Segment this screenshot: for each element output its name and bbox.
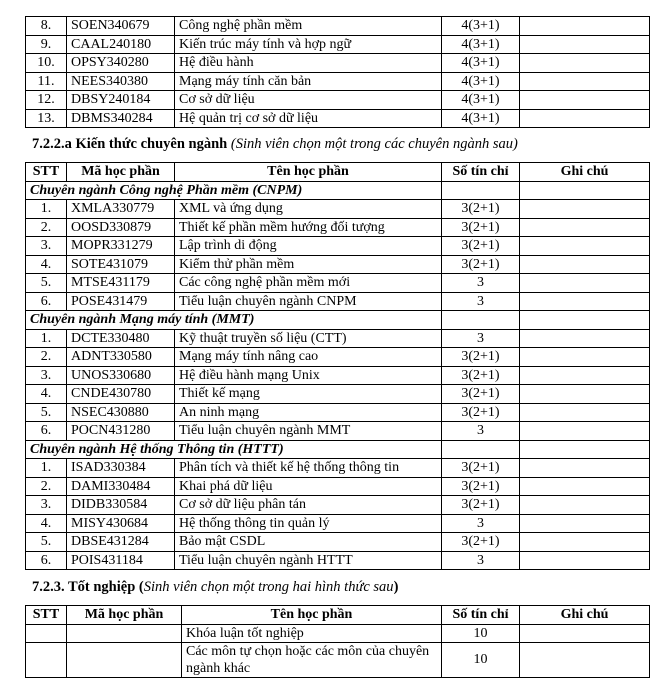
course-stt: 5. <box>26 533 67 552</box>
course-stt: 2. <box>26 218 67 237</box>
course-note <box>520 403 650 422</box>
table-row <box>26 218 650 237</box>
course-code: SOEN340679 <box>67 17 175 36</box>
table-row <box>26 329 650 348</box>
course-name: An ninh mạng <box>175 403 442 422</box>
course-stt <box>26 624 67 643</box>
course-credits: 4(3+1) <box>442 17 520 36</box>
course-note <box>520 54 650 73</box>
group-note <box>520 311 650 330</box>
course-stt: 5. <box>26 274 67 293</box>
course-stt: 9. <box>26 35 67 54</box>
course-stt: 3. <box>26 366 67 385</box>
course-note <box>520 218 650 237</box>
header-stt: STT <box>26 606 67 625</box>
header-code: Mã học phần <box>67 606 182 625</box>
table-row <box>26 72 650 91</box>
course-name: Thiết kế mạng <box>175 385 442 404</box>
course-stt: 3. <box>26 496 67 515</box>
table-row <box>26 422 650 441</box>
table-row <box>26 366 650 385</box>
course-code: DBSY240184 <box>67 91 175 110</box>
course-name: Cơ sở dữ liệu <box>175 91 442 110</box>
table-row <box>26 91 650 110</box>
course-note <box>520 551 650 570</box>
course-stt: 4. <box>26 255 67 274</box>
core-courses-body <box>26 17 650 128</box>
course-code: SOTE431079 <box>67 255 175 274</box>
course-name: Lập trình di động <box>175 237 442 256</box>
table-row <box>26 109 650 128</box>
table-row <box>26 496 650 515</box>
course-stt: 2. <box>26 477 67 496</box>
course-name: XML và ứng dụng <box>175 200 442 219</box>
graduation-body <box>26 624 650 678</box>
course-name: Bảo mật CSDL <box>175 533 442 552</box>
course-code: OPSY340280 <box>67 54 175 73</box>
course-code <box>67 624 182 643</box>
course-name: Mạng máy tính căn bản <box>175 72 442 91</box>
course-code: MTSE431179 <box>67 274 175 293</box>
section-heading-7-2-2-a <box>32 136 518 153</box>
section-title-end: ) <box>393 579 399 595</box>
course-credits: 3(2+1) <box>442 385 520 404</box>
table-row <box>26 292 650 311</box>
course-code: POSE431479 <box>67 292 175 311</box>
course-credits: 4(3+1) <box>442 54 520 73</box>
table-row <box>26 477 650 496</box>
course-credits: 3 <box>442 514 520 533</box>
group-row <box>26 311 650 330</box>
section-heading-7-2-3 <box>32 579 398 596</box>
table-row <box>26 624 650 643</box>
table-row <box>26 237 650 256</box>
course-name: Công nghệ phần mềm <box>175 17 442 36</box>
course-credits: 3(2+1) <box>442 218 520 237</box>
course-code: DBSE431284 <box>67 533 175 552</box>
course-credits: 3(2+1) <box>442 477 520 496</box>
course-credits: 3(2+1) <box>442 533 520 552</box>
course-note <box>520 329 650 348</box>
course-stt: 1. <box>26 200 67 219</box>
header-stt: STT <box>26 163 67 182</box>
table-row <box>26 274 650 293</box>
course-credits: 3(2+1) <box>442 348 520 367</box>
course-note <box>520 366 650 385</box>
course-name: Phân tích và thiết kế hệ thống thông tin <box>175 459 442 478</box>
table-row <box>26 643 650 678</box>
specialization-body <box>26 181 650 570</box>
header-name: Tên học phần <box>182 606 442 625</box>
course-credits: 3 <box>442 292 520 311</box>
course-credits: 10 <box>442 624 520 643</box>
course-code: POCN431280 <box>67 422 175 441</box>
specialization-table <box>25 162 650 570</box>
course-note <box>520 17 650 36</box>
course-credits: 3(2+1) <box>442 237 520 256</box>
course-stt: 13. <box>26 109 67 128</box>
course-code: ADNT330580 <box>67 348 175 367</box>
course-stt: 6. <box>26 422 67 441</box>
course-code: CNDE430780 <box>67 385 175 404</box>
course-code: XMLA330779 <box>67 200 175 219</box>
header-credits: Số tín chỉ <box>442 163 520 182</box>
group-credits <box>442 440 520 459</box>
course-note <box>520 255 650 274</box>
course-name: Tiểu luận chuyên ngành CNPM <box>175 292 442 311</box>
course-credits: 3 <box>442 329 520 348</box>
course-credits: 3 <box>442 274 520 293</box>
graduation-table <box>25 605 650 678</box>
table-row <box>26 459 650 478</box>
table-row <box>26 551 650 570</box>
course-code: OOSD330879 <box>67 218 175 237</box>
course-stt: 4. <box>26 385 67 404</box>
course-credits: 3(2+1) <box>442 255 520 274</box>
group-title: Chuyên ngành Công nghệ Phần mềm (CNPM) <box>26 181 442 200</box>
course-stt: 1. <box>26 329 67 348</box>
course-note <box>520 35 650 54</box>
course-name: Hệ quản trị cơ sở dữ liệu <box>175 109 442 128</box>
table-row <box>26 255 650 274</box>
course-code: NSEC430880 <box>67 403 175 422</box>
course-note <box>520 91 650 110</box>
course-name: Các môn tự chọn hoặc các môn của chuyên ngành khác <box>182 643 442 678</box>
course-stt: 2. <box>26 348 67 367</box>
course-name: Khóa luận tốt nghiệp <box>182 624 442 643</box>
course-note <box>520 624 650 643</box>
course-stt: 3. <box>26 237 67 256</box>
course-note <box>520 292 650 311</box>
course-name: Thiết kế phần mềm hướng đối tượng <box>175 218 442 237</box>
core-courses-table <box>25 16 650 128</box>
group-credits <box>442 181 520 200</box>
course-stt: 1. <box>26 459 67 478</box>
section-subtitle: Sinh viên chọn một trong hai hình thức sau <box>143 579 394 595</box>
course-stt: 8. <box>26 17 67 36</box>
course-stt: 4. <box>26 514 67 533</box>
course-note <box>520 109 650 128</box>
table-row <box>26 533 650 552</box>
course-note <box>520 237 650 256</box>
course-name: Kiến trúc máy tính và hợp ngữ <box>175 35 442 54</box>
course-code: NEES340380 <box>67 72 175 91</box>
course-credits: 4(3+1) <box>442 109 520 128</box>
course-name: Tiểu luận chuyên ngành HTTT <box>175 551 442 570</box>
course-credits: 10 <box>442 643 520 678</box>
course-note <box>520 643 650 678</box>
course-code: CAAL240180 <box>67 35 175 54</box>
course-credits: 3(2+1) <box>442 496 520 515</box>
course-stt: 10. <box>26 54 67 73</box>
course-credits: 3(2+1) <box>442 459 520 478</box>
group-row <box>26 440 650 459</box>
group-row <box>26 181 650 200</box>
course-credits: 3 <box>442 422 520 441</box>
course-stt <box>26 643 67 678</box>
course-note <box>520 348 650 367</box>
header-note: Ghi chú <box>520 163 650 182</box>
course-name: Khai phá dữ liệu <box>175 477 442 496</box>
course-code: POIS431184 <box>67 551 175 570</box>
course-name: Tiểu luận chuyên ngành MMT <box>175 422 442 441</box>
course-name: Hệ thống thông tin quản lý <box>175 514 442 533</box>
course-note <box>520 533 650 552</box>
course-note <box>520 200 650 219</box>
table-row <box>26 514 650 533</box>
table-row <box>26 17 650 36</box>
course-name: Hệ điều hành <box>175 54 442 73</box>
course-name: Hệ điều hành mạng Unix <box>175 366 442 385</box>
course-code: ISAD330384 <box>67 459 175 478</box>
section-title: 7.2.3. Tốt nghiệp ( <box>32 579 144 595</box>
table-row <box>26 385 650 404</box>
group-credits <box>442 311 520 330</box>
course-stt: 11. <box>26 72 67 91</box>
group-note <box>520 440 650 459</box>
course-code: MISY430684 <box>67 514 175 533</box>
table-row <box>26 54 650 73</box>
course-note <box>520 514 650 533</box>
course-code: DBMS340284 <box>67 109 175 128</box>
course-code: DCTE330480 <box>67 329 175 348</box>
course-credits: 4(3+1) <box>442 91 520 110</box>
table-row <box>26 348 650 367</box>
course-note <box>520 459 650 478</box>
table-header-row <box>26 606 650 625</box>
course-note <box>520 385 650 404</box>
header-note: Ghi chú <box>520 606 650 625</box>
header-name: Tên học phần <box>175 163 442 182</box>
course-code: DAMI330484 <box>67 477 175 496</box>
table-row <box>26 200 650 219</box>
course-credits: 3 <box>442 551 520 570</box>
course-stt: 6. <box>26 551 67 570</box>
course-stt: 12. <box>26 91 67 110</box>
course-note <box>520 477 650 496</box>
group-title: Chuyên ngành Hệ thống Thông tin (HTTT) <box>26 440 442 459</box>
header-code: Mã học phần <box>67 163 175 182</box>
course-note <box>520 496 650 515</box>
course-code: MOPR331279 <box>67 237 175 256</box>
course-code: DIDB330584 <box>67 496 175 515</box>
course-credits: 3(2+1) <box>442 200 520 219</box>
table-header-row <box>26 163 650 182</box>
table-row <box>26 403 650 422</box>
course-credits: 3(2+1) <box>442 366 520 385</box>
course-note <box>520 72 650 91</box>
course-name: Kiểm thử phần mềm <box>175 255 442 274</box>
course-note <box>520 422 650 441</box>
course-credits: 3(2+1) <box>442 403 520 422</box>
section-title: 7.2.2.a Kiến thức chuyên ngành <box>32 136 228 152</box>
course-name: Kỹ thuật truyền số liệu (CTT) <box>175 329 442 348</box>
course-name: Mạng máy tính nâng cao <box>175 348 442 367</box>
group-title: Chuyên ngành Mạng máy tính (MMT) <box>26 311 442 330</box>
table-row <box>26 35 650 54</box>
course-credits: 4(3+1) <box>442 72 520 91</box>
header-credits: Số tín chỉ <box>442 606 520 625</box>
course-credits: 4(3+1) <box>442 35 520 54</box>
course-stt: 5. <box>26 403 67 422</box>
course-name: Cơ sở dữ liệu phân tán <box>175 496 442 515</box>
course-code: UNOS330680 <box>67 366 175 385</box>
course-note <box>520 274 650 293</box>
group-note <box>520 181 650 200</box>
course-stt: 6. <box>26 292 67 311</box>
course-code <box>67 643 182 678</box>
course-name: Các công nghệ phần mềm mới <box>175 274 442 293</box>
section-subtitle: (Sinh viên chọn một trong các chuyên ngành sau) <box>230 136 518 152</box>
